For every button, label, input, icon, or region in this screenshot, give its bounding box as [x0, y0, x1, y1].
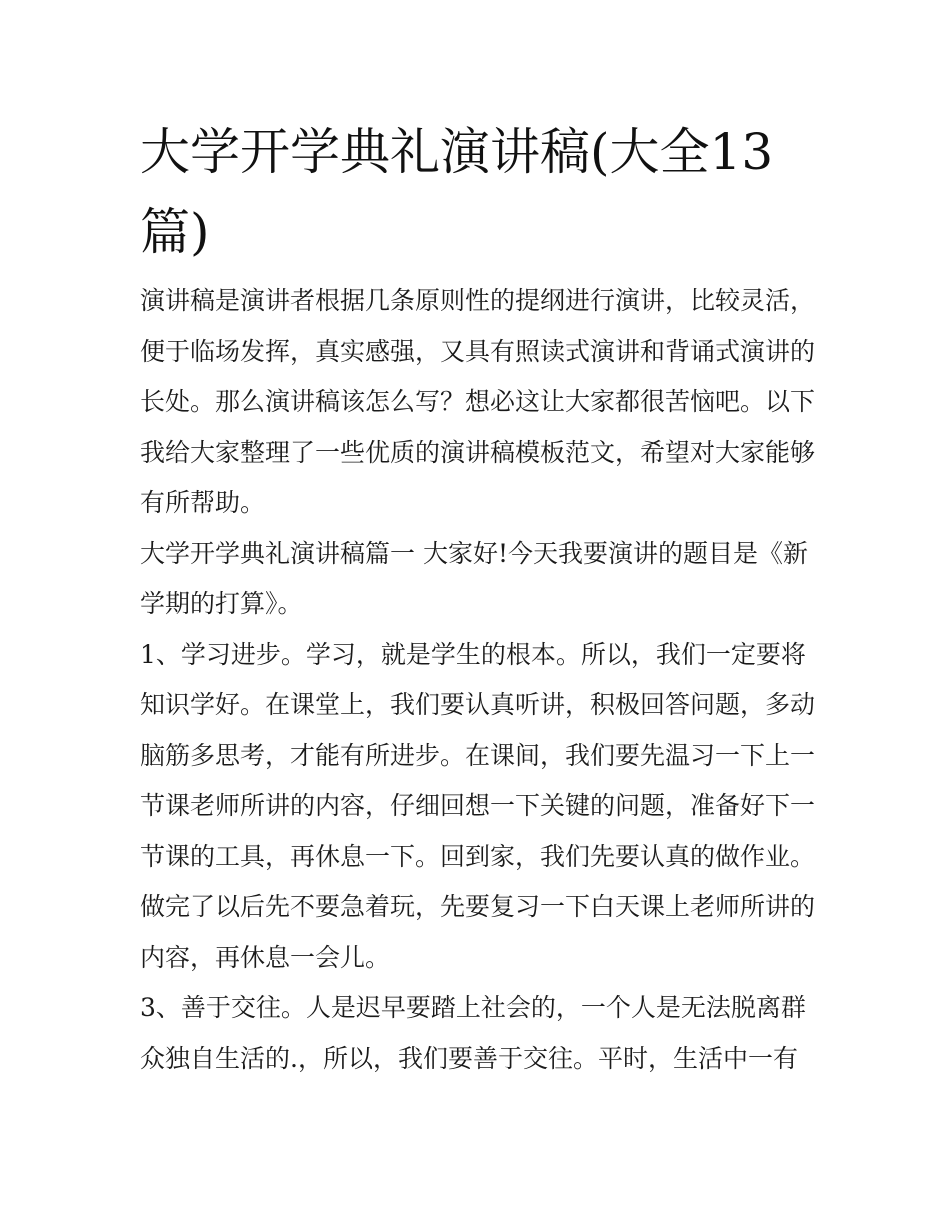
- paragraph-point-1: 1、学习进步。学习，就是学生的根本。所以，我们一定要将知识学好。在课堂上，我们要认真听讲，积极回答问题，多动脑筋多思考，才能有所进步。在课间，我们要先温习一下上一节课老师所讲的内容，仔细回想一下关键的问题，准备好下一节课的工具，再休息一下。回到家，我们先要认真的做作业。做完了以后先不要急着玩，先要复习一下白天课上老师所讲的内容，再休息一会儿。: [140, 639, 816, 972]
- paragraph-intro: 演讲稿是演讲者根据几条原则性的提纲进行演讲，比较灵活，便于临场发挥，真实感强，又具有照读式演讲和背诵式演讲的长处。那么演讲稿该怎么写？想必这让大家都很苦恼吧。以下我给大家整理了一些优质的演讲稿模板范文，希望对大家能够有所帮助。: [140, 286, 816, 517]
- document-body: [140, 276, 820, 1084]
- paragraph-point-3: 3、善于交往。人是迟早要踏上社会的，一个人是无法脱离群众独自生活的.，所以，我们要善于交往。平时，生活中一有: [140, 993, 806, 1073]
- paragraph-speech-opening: 大学开学典礼演讲稿篇一 大家好!今天我要演讲的题目是《新学期的打算》。: [140, 538, 808, 618]
- document-title: 大学开学典礼演讲稿(大全13篇): [140, 123, 774, 261]
